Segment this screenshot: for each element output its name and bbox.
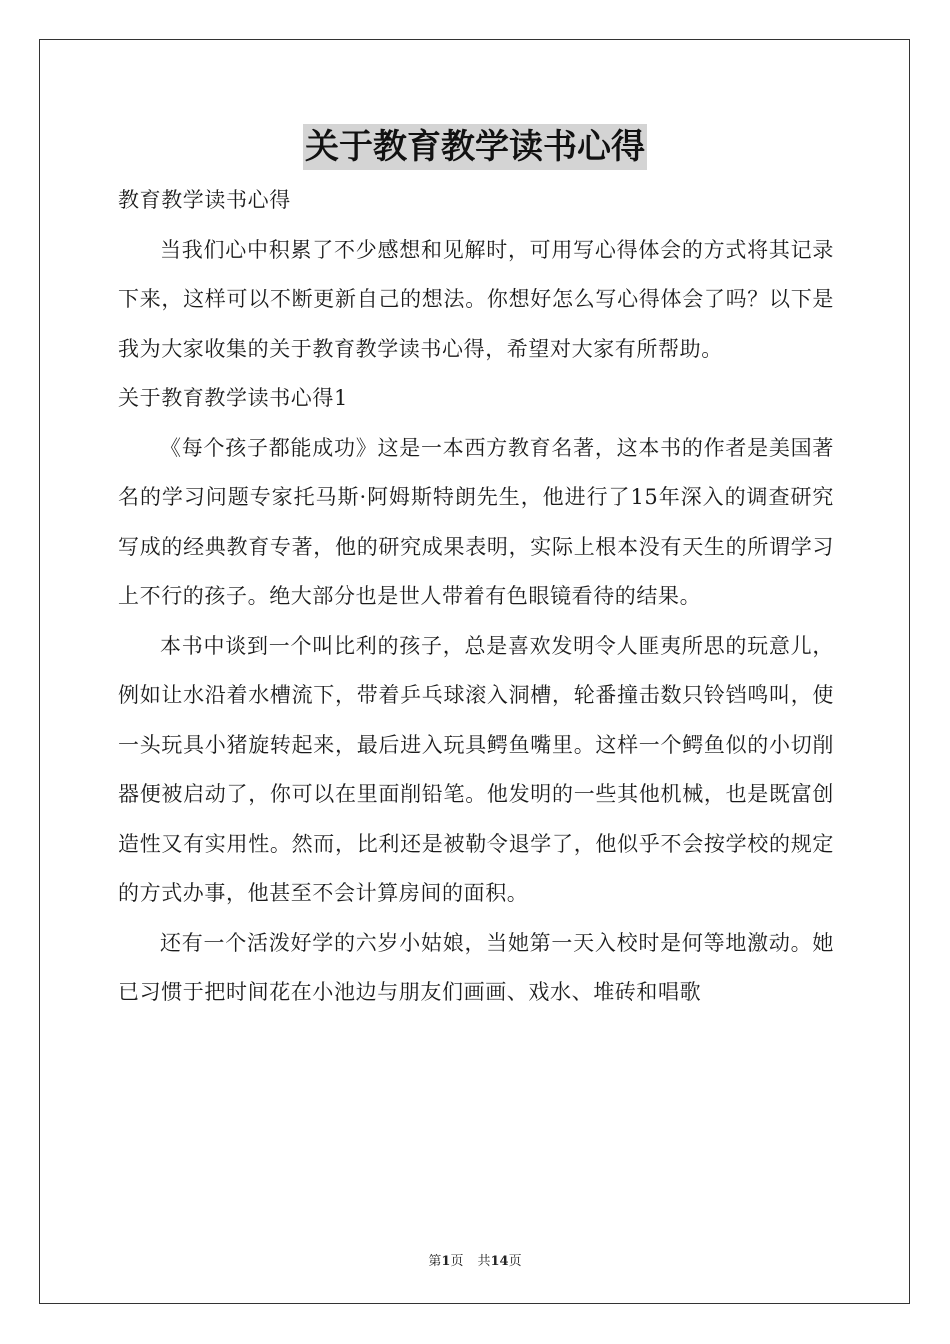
document-title: 关于教育教学读书心得 — [303, 124, 647, 170]
total-suffix: 页 — [508, 1254, 522, 1269]
intro-paragraph: 当我们心中积累了不少感想和见解时，可用写心得体会的方式将其记录下来，这样可以不断更新自己的想法。你想好怎么写心得体会了吗？以下是我为大家收集的关于教育教学读书心得，希望对大家有所帮助。 — [118, 237, 834, 361]
body-paragraph: 《每个孩子都能成功》这是一本西方教育名著，这本书的作者是美国著名的学习问题专家托马斯·阿姆斯特朗先生，他进行了15年深入的调查研究写成的经典教育专著，他的研究成果表明，实际上根本没有天生的所谓学习上不行的孩子。绝大部分也是世人带着有色眼镜看待的结果。 — [118, 435, 834, 608]
page-number: 1 — [441, 1254, 451, 1269]
subtitle-line: 教育教学读书心得 — [118, 188, 291, 212]
total-prefix: 共 — [477, 1254, 491, 1269]
page-footer — [0, 1250, 950, 1269]
title-container — [0, 124, 950, 170]
body-paragraph: 本书中谈到一个叫比利的孩子，总是喜欢发明令人匪夷所思的玩意儿，例如让水沿着水槽流下，带着乒乓球滚入洞槽，轮番撞击数只铃铛鸣叫，使一头玩具小猪旋转起来，最后进入玩具鳄鱼嘴里。这样一个鳄鱼似的小切削器便被启动了，你可以在里面削铅笔。他发明的一些其他机械，也是既富创造性又有实用性。然而，比利还是被勒令退学了，他似乎不会按学校的规定的方式办事，他甚至不会计算房间的面积。 — [118, 633, 834, 905]
total-pages: 14 — [490, 1254, 509, 1269]
page-suffix: 页 — [450, 1254, 464, 1269]
body-paragraph: 还有一个活泼好学的六岁小姑娘，当她第一天入校时是何等地激动。她已习惯于把时间花在小池边与朋友们画画、戏水、堆砖和唱歌 — [118, 930, 834, 1004]
section-heading: 关于教育教学读书心得1 — [118, 386, 348, 410]
page-prefix: 第 — [428, 1254, 442, 1269]
document-body — [118, 176, 834, 1018]
